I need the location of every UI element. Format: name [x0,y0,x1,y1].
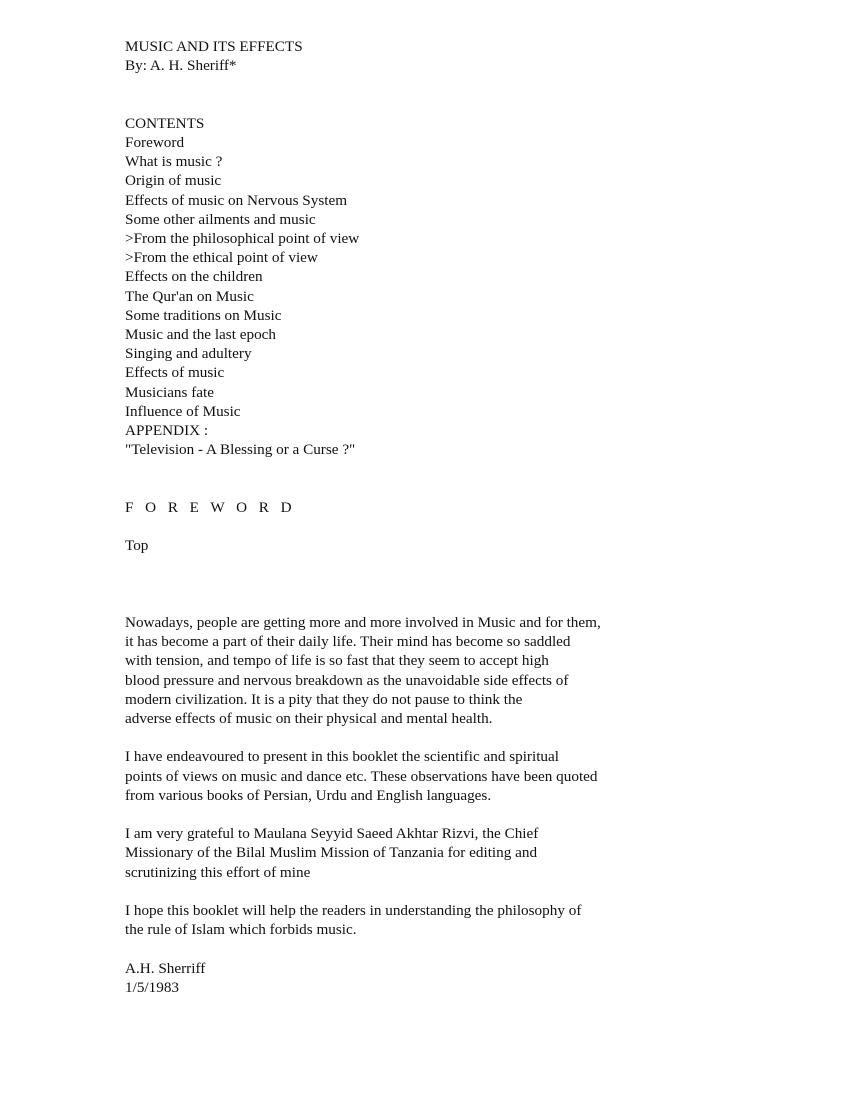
paragraph [125,613,685,728]
paragraph-line: modern civilization. It is a pity that they do not pause to think the [125,690,523,708]
foreword-heading: F O R E W O R D [125,498,296,516]
toc-item-quran[interactable]: The Qur'an on Music [125,287,254,305]
spacer [125,517,685,536]
toc-item-what-is-music[interactable]: What is music ? [125,153,223,171]
document-title: MUSIC AND ITS EFFECTS [125,38,303,55]
paragraph [125,901,685,939]
toc-item-ethical[interactable]: >From the ethical point of view [125,249,318,267]
spacer [125,805,685,824]
contents-heading: CONTENTS [125,114,205,132]
paragraph-line: scrutinizing this effort of mine [125,863,311,881]
paragraph-line: the rule of Islam which forbids music. [125,921,357,939]
toc-item-appendix[interactable]: APPENDIX : [125,422,209,440]
toc-item-children[interactable]: Effects on the children [125,268,263,286]
document-page [125,37,685,997]
foreword-body [125,613,685,997]
spacer [125,459,685,497]
spacer [125,882,685,901]
signature: A.H. Sherriff [125,959,206,977]
paragraph-line: points of views on music and dance etc. These observations have been quoted [125,767,598,785]
toc-item-influence[interactable]: Influence of Music [125,402,241,420]
paragraph-line: I have endeavoured to present in this booklet the scientific and spiritual [125,748,559,766]
toc-item-foreword[interactable]: Foreword [125,134,185,151]
toc-item-traditions[interactable]: Some traditions on Music [125,306,282,324]
spacer [125,75,685,113]
toc-item-musicians-fate[interactable]: Musicians fate [125,383,214,401]
paragraph-line: with tension, and tempo of life is so fast that they seem to accept high [125,652,549,670]
toc-item-other-ailments[interactable]: Some other ailments and music [125,210,316,228]
top-link[interactable]: Top [125,537,149,555]
paragraph-line: I am very grateful to Maulana Seyyid Saeed Akhtar Rizvi, the Chief [125,825,539,843]
paragraph-line: adverse effects of music on their physical and mental health. [125,710,493,728]
signature-date: 1/5/1983 [125,978,180,996]
author-byline: By: A. H. Sheriff* [125,57,237,75]
toc-item-singing-adultery[interactable]: Singing and adultery [125,345,252,363]
spacer [125,555,685,613]
toc-item-philosophical[interactable]: >From the philosophical point of view [125,230,360,248]
paragraph [125,824,685,882]
paragraph-line: blood pressure and nervous breakdown as the unavoidable side effects of [125,671,569,689]
spacer [125,939,685,958]
paragraph-line: I hope this booklet will help the readers in understanding the philosophy of [125,902,582,920]
toc-item-origin-of-music[interactable]: Origin of music [125,172,222,190]
paragraph-line: it has become a part of their daily life. Their mind has become so saddled [125,633,571,651]
table-of-contents [125,114,685,460]
toc-item-nervous-system[interactable]: Effects of music on Nervous System [125,191,348,209]
toc-item-last-epoch[interactable]: Music and the last epoch [125,326,276,344]
toc-item-effects-of-music[interactable]: Effects of music [125,364,225,382]
paragraph [125,747,685,805]
spacer [125,728,685,747]
paragraph-line: Nowadays, people are getting more and more involved in Music and for them, [125,614,601,632]
toc-item-television[interactable]: "Television - A Blessing or a Curse ?" [125,441,356,459]
paragraph-line: from various books of Persian, Urdu and English languages. [125,786,492,804]
paragraph-line: Missionary of the Bilal Muslim Mission of Tanzania for editing and [125,844,538,862]
